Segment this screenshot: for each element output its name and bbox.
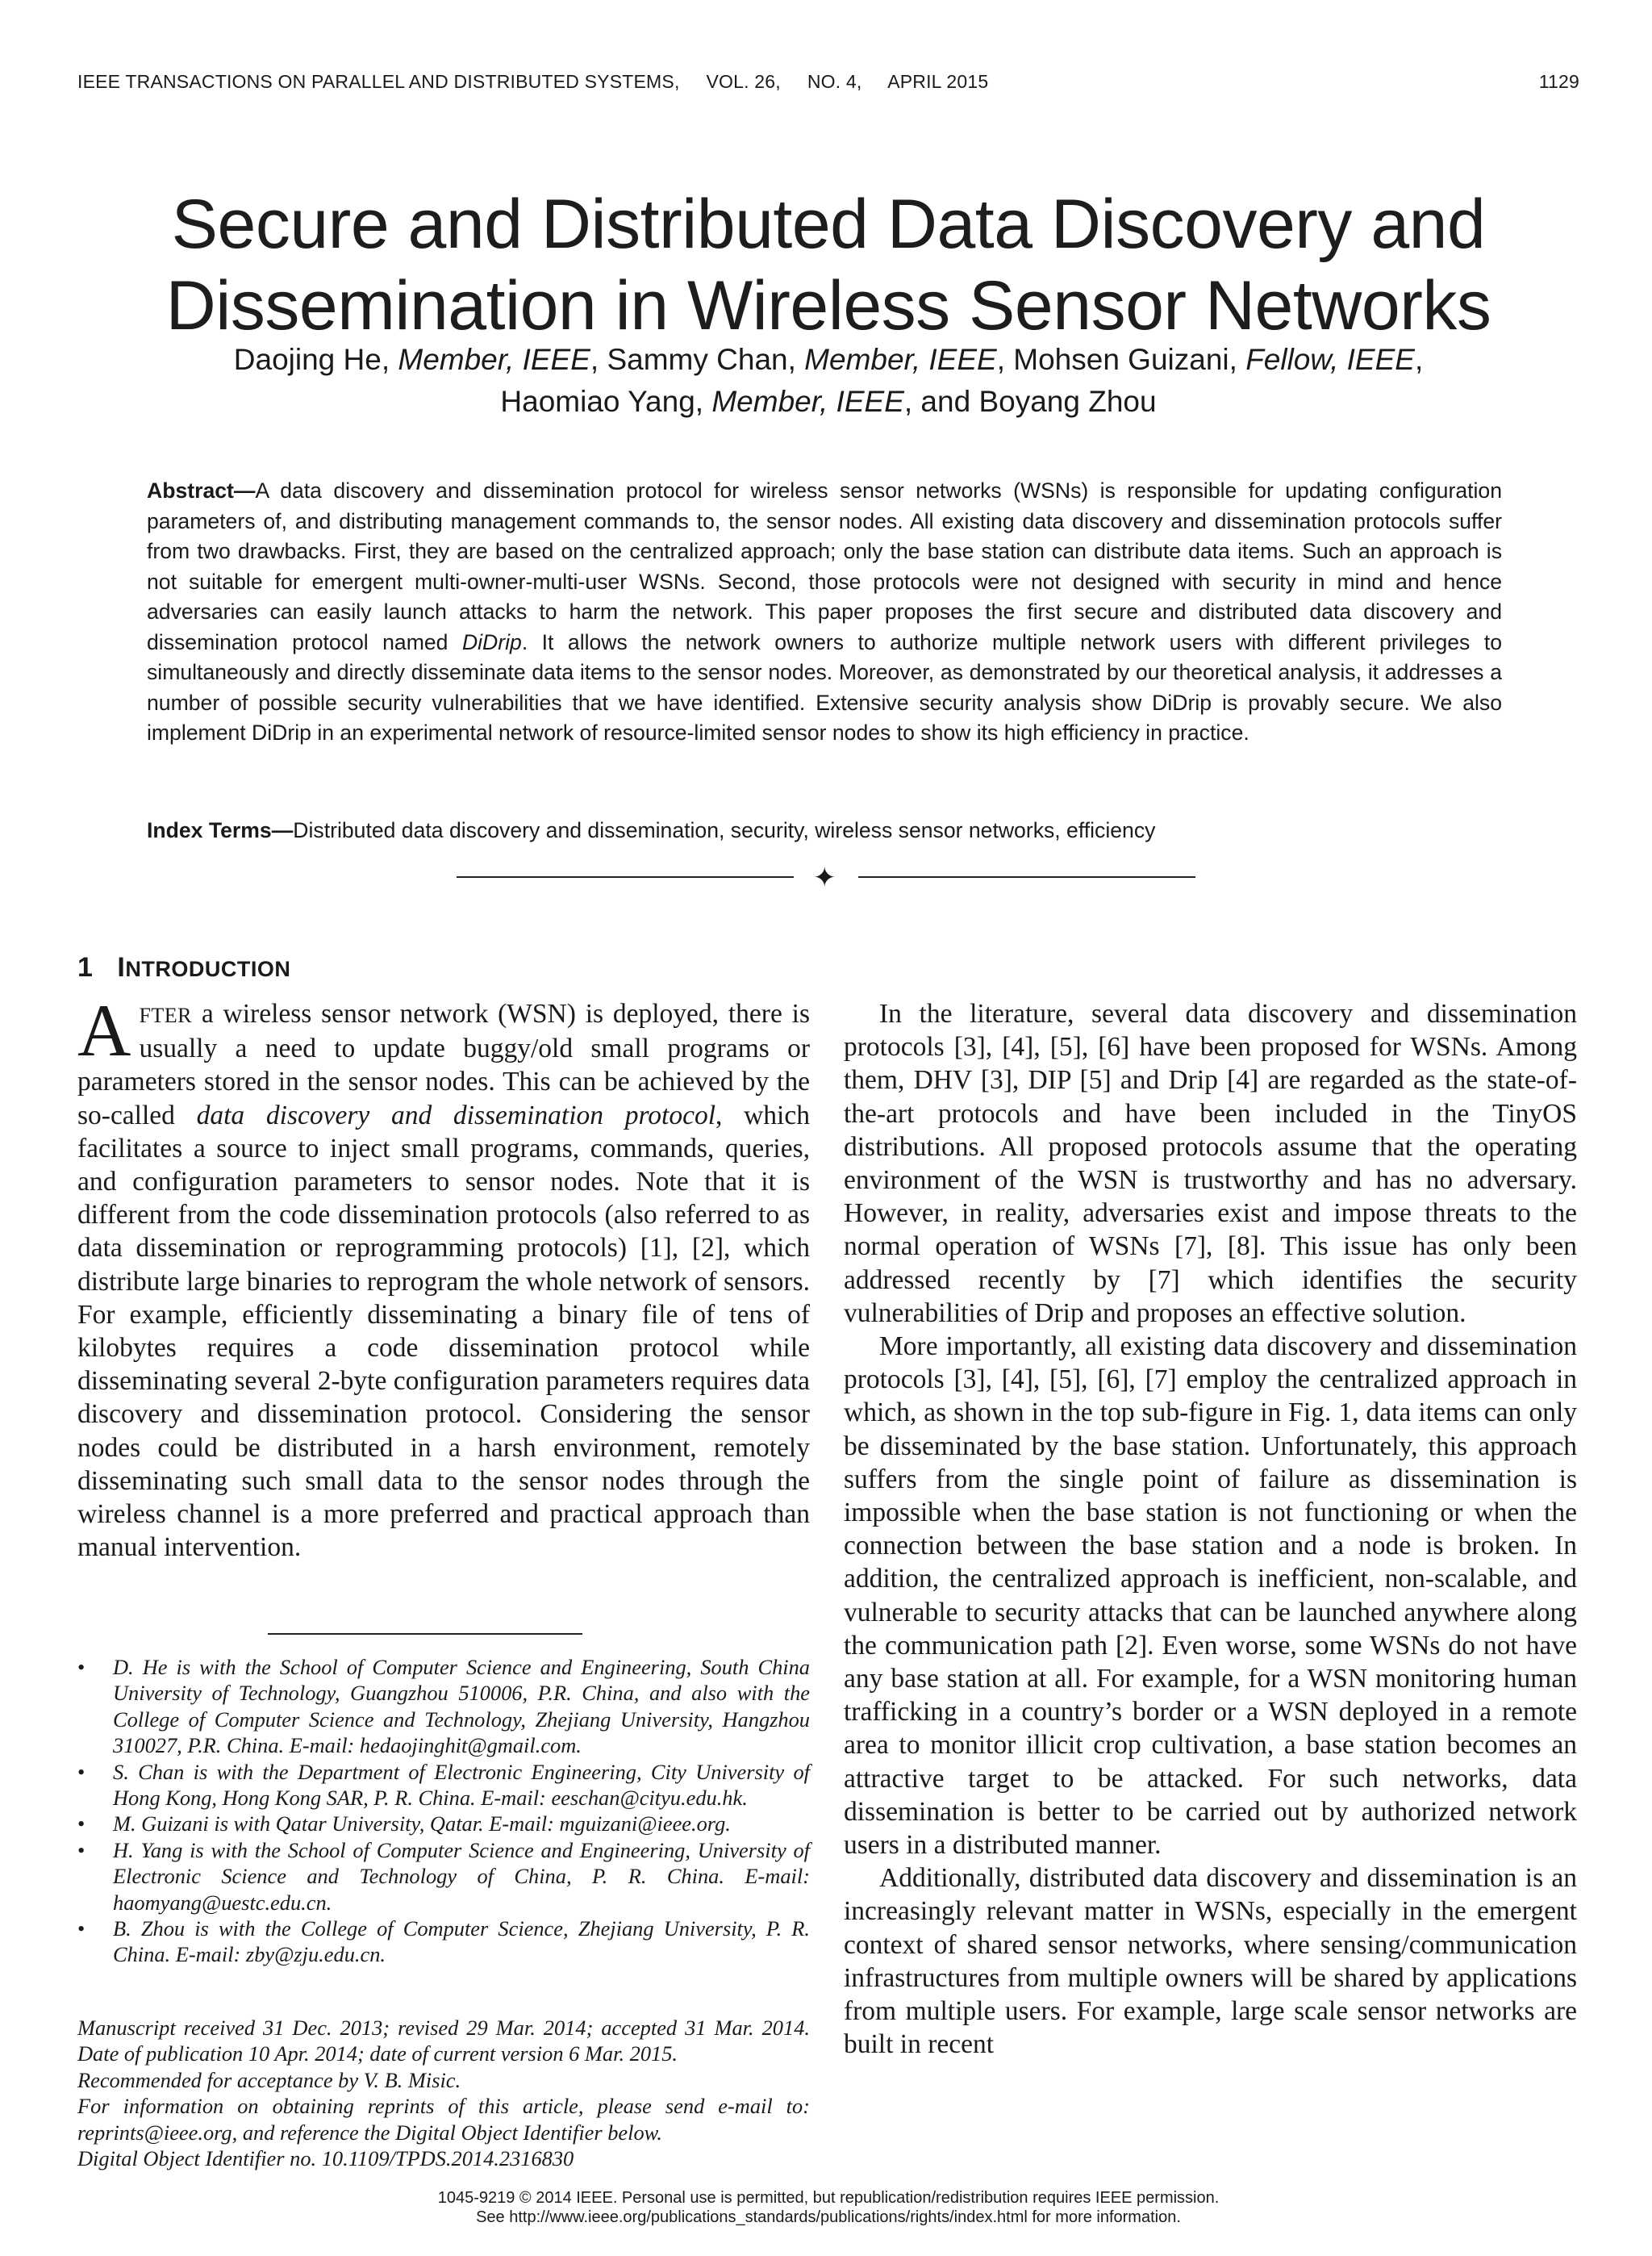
intro-paragraph-2: In the literature, several data discovery and dissemination protocols [3], [4], [5], [6] have been proposed for WSNs. Among them, DHV [3], DIP [5] and Drip [4] are regarded as the state-of-the-art protocols and have been included in the TinyOS distributions. All proposed protocols assume that the operating environment of the WSN is trustworthy and has no adversary. However, in reality, adversaries exist and impose threats to the normal operation of WSNs [7], [8]. This issue has only been addressed recently by [7] which identifies the security vulnerabilities of Drip and proposes an effective solution. [844, 999, 1577, 1328]
section-title-initial: I [117, 952, 126, 983]
bullet-icon: • [77, 1759, 86, 1784]
page-number: 1129 [1538, 71, 1579, 92]
copyright-line-2: See http://www.ieee.org/publications_standards/publications/rights/index.html for more information. [476, 2208, 1181, 2226]
index-terms-text: Distributed data discovery and dissemination, security, wireless sensor networks, efficiency [293, 818, 1156, 842]
bullet-icon: • [77, 1655, 86, 1679]
copyright-line-1: 1045-9219 © 2014 IEEE. Personal use is permitted, but republication/redistribution requires IEEE permission. [437, 2189, 1220, 2207]
author-guizani: , Mohsen Guizani, [996, 343, 1246, 376]
author-yang: Haomiao Yang, [500, 385, 712, 418]
manuscript-doi: Digital Object Identifier no. 10.1109/TPDS.2014.2316830 [77, 2146, 574, 2171]
author-guizani-role: Fellow, IEEE [1245, 343, 1415, 376]
manuscript-received: Manuscript received 31 Dec. 2013; revised 29 Mar. 2014; accepted 31 Mar. 2014. Date of publication 10 Apr. 2014; date of current version 6 Mar. 2015. [77, 2016, 810, 2066]
affiliation-item [77, 1916, 810, 1968]
journal-date: APRIL 2015 [887, 71, 989, 92]
affiliation-text: D. He is with the School of Computer Science and Engineering, South China University of Technology, Guangzhou 510006, P.R. China, and also with the College of Computer Science and Technology, Zhejiang University, Hangzhou 310027, P.R. China. E-mail: hedaojinghit@gmail.com. [113, 1655, 810, 1758]
intro-italic-term: data discovery and dissemination protocol [196, 1100, 716, 1130]
running-header [77, 71, 1579, 93]
author-he-role: Member, IEEE [398, 343, 590, 376]
intro-paragraph-4: Additionally, distributed data discovery and dissemination is an increasingly relevant matter in WSNs, especially in the emergent context of shared sensor networks, where sensing/communication infrastructures from multiple owners will be shared by applications from multiple users. For example, large scale sensor networks are built in recent [844, 1863, 1577, 2060]
separator-line-right [858, 876, 1195, 878]
separator-diamond-icon: ✦ [813, 863, 836, 893]
author-zhou: , and Boyang Zhou [903, 385, 1157, 418]
affiliation-item [77, 1654, 810, 1759]
paper-title [77, 184, 1579, 347]
journal-volume: VOL. 26, [706, 71, 781, 92]
drop-cap: A [77, 989, 131, 1072]
copyright-footer [77, 2188, 1579, 2227]
bullet-icon: • [77, 1916, 86, 1941]
intro-text-1: a wireless sensor network (WSN) is deployed, there is usually a need to update buggy/old small programs or parameters stored in the sensor nodes. This can be achieved by the so-called [77, 999, 810, 1130]
manuscript-info [77, 2015, 810, 2171]
title-line-2: Dissemination in Wireless Sensor Networks [165, 266, 1491, 345]
author-yang-role: Member, IEEE [711, 385, 904, 418]
abstract [147, 476, 1502, 749]
left-column [77, 989, 810, 1564]
author-list [77, 339, 1579, 423]
bullet-icon: • [77, 1811, 86, 1836]
right-column [844, 997, 1577, 2062]
intro-paragraph-3: More importantly, all existing data discovery and dissemination protocols [3], [4], [5], [6], [7] employ the centralized approach in which, as shown in the top sub-figure in Fig. 1, data items can only be disseminated by the base station. Unfortunately, this approach suffers from the single point of failure as dissemination is impossible when the base station is not functioning or when the connection between the base station and a node is broken. In addition, the centralized approach is inefficient, non-scalable, and vulnerable to security attacks that can be launched anywhere along the communication path [2]. Even worse, some WSNs do not have any base station at all. For example, for a WSN monitoring human trafficking in a country’s border or a WSN deployed in a remote area to monitor illicit crop cultivation, a base station becomes an attractive target to be attacked. For such networks, data dissemination is better to be carried out by authorized network users in a distributed manner. [844, 1331, 1577, 1861]
manuscript-recommended: Recommended for acceptance by V. B. Misic. [77, 2067, 461, 2092]
author-chan: , Sammy Chan, [590, 343, 805, 376]
journal-number: NO. 4, [807, 71, 862, 92]
affiliation-text: H. Yang is with the School of Computer Science and Engineering, University of Electronic Science and Technology of China, P. R. China. E-mail: haomyang@uestc.edu.cn. [113, 1837, 810, 1915]
drop-cap-rest: FTER [139, 1004, 193, 1027]
author-he: Daojing He, [233, 343, 398, 376]
bullet-icon: • [77, 1837, 86, 1862]
affiliation-item [77, 1759, 810, 1811]
abstract-label: Abstract [147, 478, 234, 503]
section-number: 1 [77, 952, 94, 983]
affiliation-item [77, 1837, 810, 1916]
journal-name: IEEE TRANSACTIONS ON PARALLEL AND DISTRIBUTED SYSTEMS, [77, 71, 680, 92]
manuscript-reprints: For information on obtaining reprints of this article, please send e-mail to: reprints@ieee.org, and reference the Digital Object Identifier below. [77, 2094, 810, 2145]
author-chan-role: Member, IEEE [804, 343, 997, 376]
abstract-text-2: . It allows the network owners to authorize multiple network users with different privileges to simultaneously and directly disseminate data items to the sensor nodes. Moreover, as demonstrated by our theoretical analysis, it addresses a number of possible security vulnerabilities that we have identified. Extensive security analysis show DiDrip is provably secure. We also implement DiDrip in an experimental network of resource-limited sensor nodes to show its high efficiency in practice. [147, 629, 1502, 745]
abstract-text-1: A data discovery and dissemination protocol for wireless sensor networks (WSNs) is responsible for updating configuration parameters of, and distributing management commands to, the sensor nodes. All existing data discovery and dissemination protocols suffer from two drawbacks. First, they are based on the centralized approach; only the base station can distribute data items. Such an approach is not suitable for emergent multi-owner-multi-user WSNs. Second, those protocols were not designed with security in mind and hence adversaries can easily launch attacks to harm the network. This paper proposes the first secure and distributed data discovery and dissemination protocol named [147, 478, 1502, 654]
index-terms [147, 816, 1502, 846]
author-separator: , [1414, 343, 1424, 376]
section-separator [457, 863, 1195, 893]
section-heading [77, 952, 290, 984]
footnote-rule [268, 1633, 582, 1635]
index-terms-label: Index Terms— [147, 818, 294, 842]
affiliation-text: S. Chan is with the Department of Electronic Engineering, City University of Hong Kong, Hong Kong SAR, P. R. China. E-mail: eeschan@cityu.edu.hk. [113, 1759, 810, 1811]
abstract-dash: — [233, 478, 256, 503]
section-title-rest: NTRODUCTION [125, 957, 291, 981]
affiliation-text: B. Zhou is with the College of Computer Science, Zhejiang University, P. R. China. E-mail: zby@zju.edu.cn. [113, 1916, 810, 1967]
affiliation-footnotes [77, 1654, 810, 1968]
affiliation-text: M. Guizani is with Qatar University, Qatar. E-mail: mguizani@ieee.org. [113, 1811, 731, 1836]
abstract-protocol-name: DiDrip [461, 629, 522, 654]
title-line-1: Secure and Distributed Data Discovery and [171, 185, 1486, 263]
intro-text-2: , which facilitates a source to inject small programs, commands, queries, and configuration parameters to sensor nodes. Note that it is different from the code dissemination protocols (also referred to as data dissemination or reprogramming protocols) [1], [2], which distribute large binaries to reprogram the whole network of sensors. For example, efficiently disseminating a binary file of tens of kilobytes requires a code dissemination protocol while disseminating several 2-byte configuration parameters requires data discovery and dissemination protocol. Considering the sensor nodes could be distributed in a harsh environment, remotely disseminating such small data to the sensor nodes through the wireless channel is a more preferred and practical approach than manual intervention. [77, 1100, 810, 1563]
intro-paragraph-1 [77, 989, 810, 1564]
affiliation-item [77, 1811, 810, 1836]
separator-line-left [457, 876, 794, 878]
